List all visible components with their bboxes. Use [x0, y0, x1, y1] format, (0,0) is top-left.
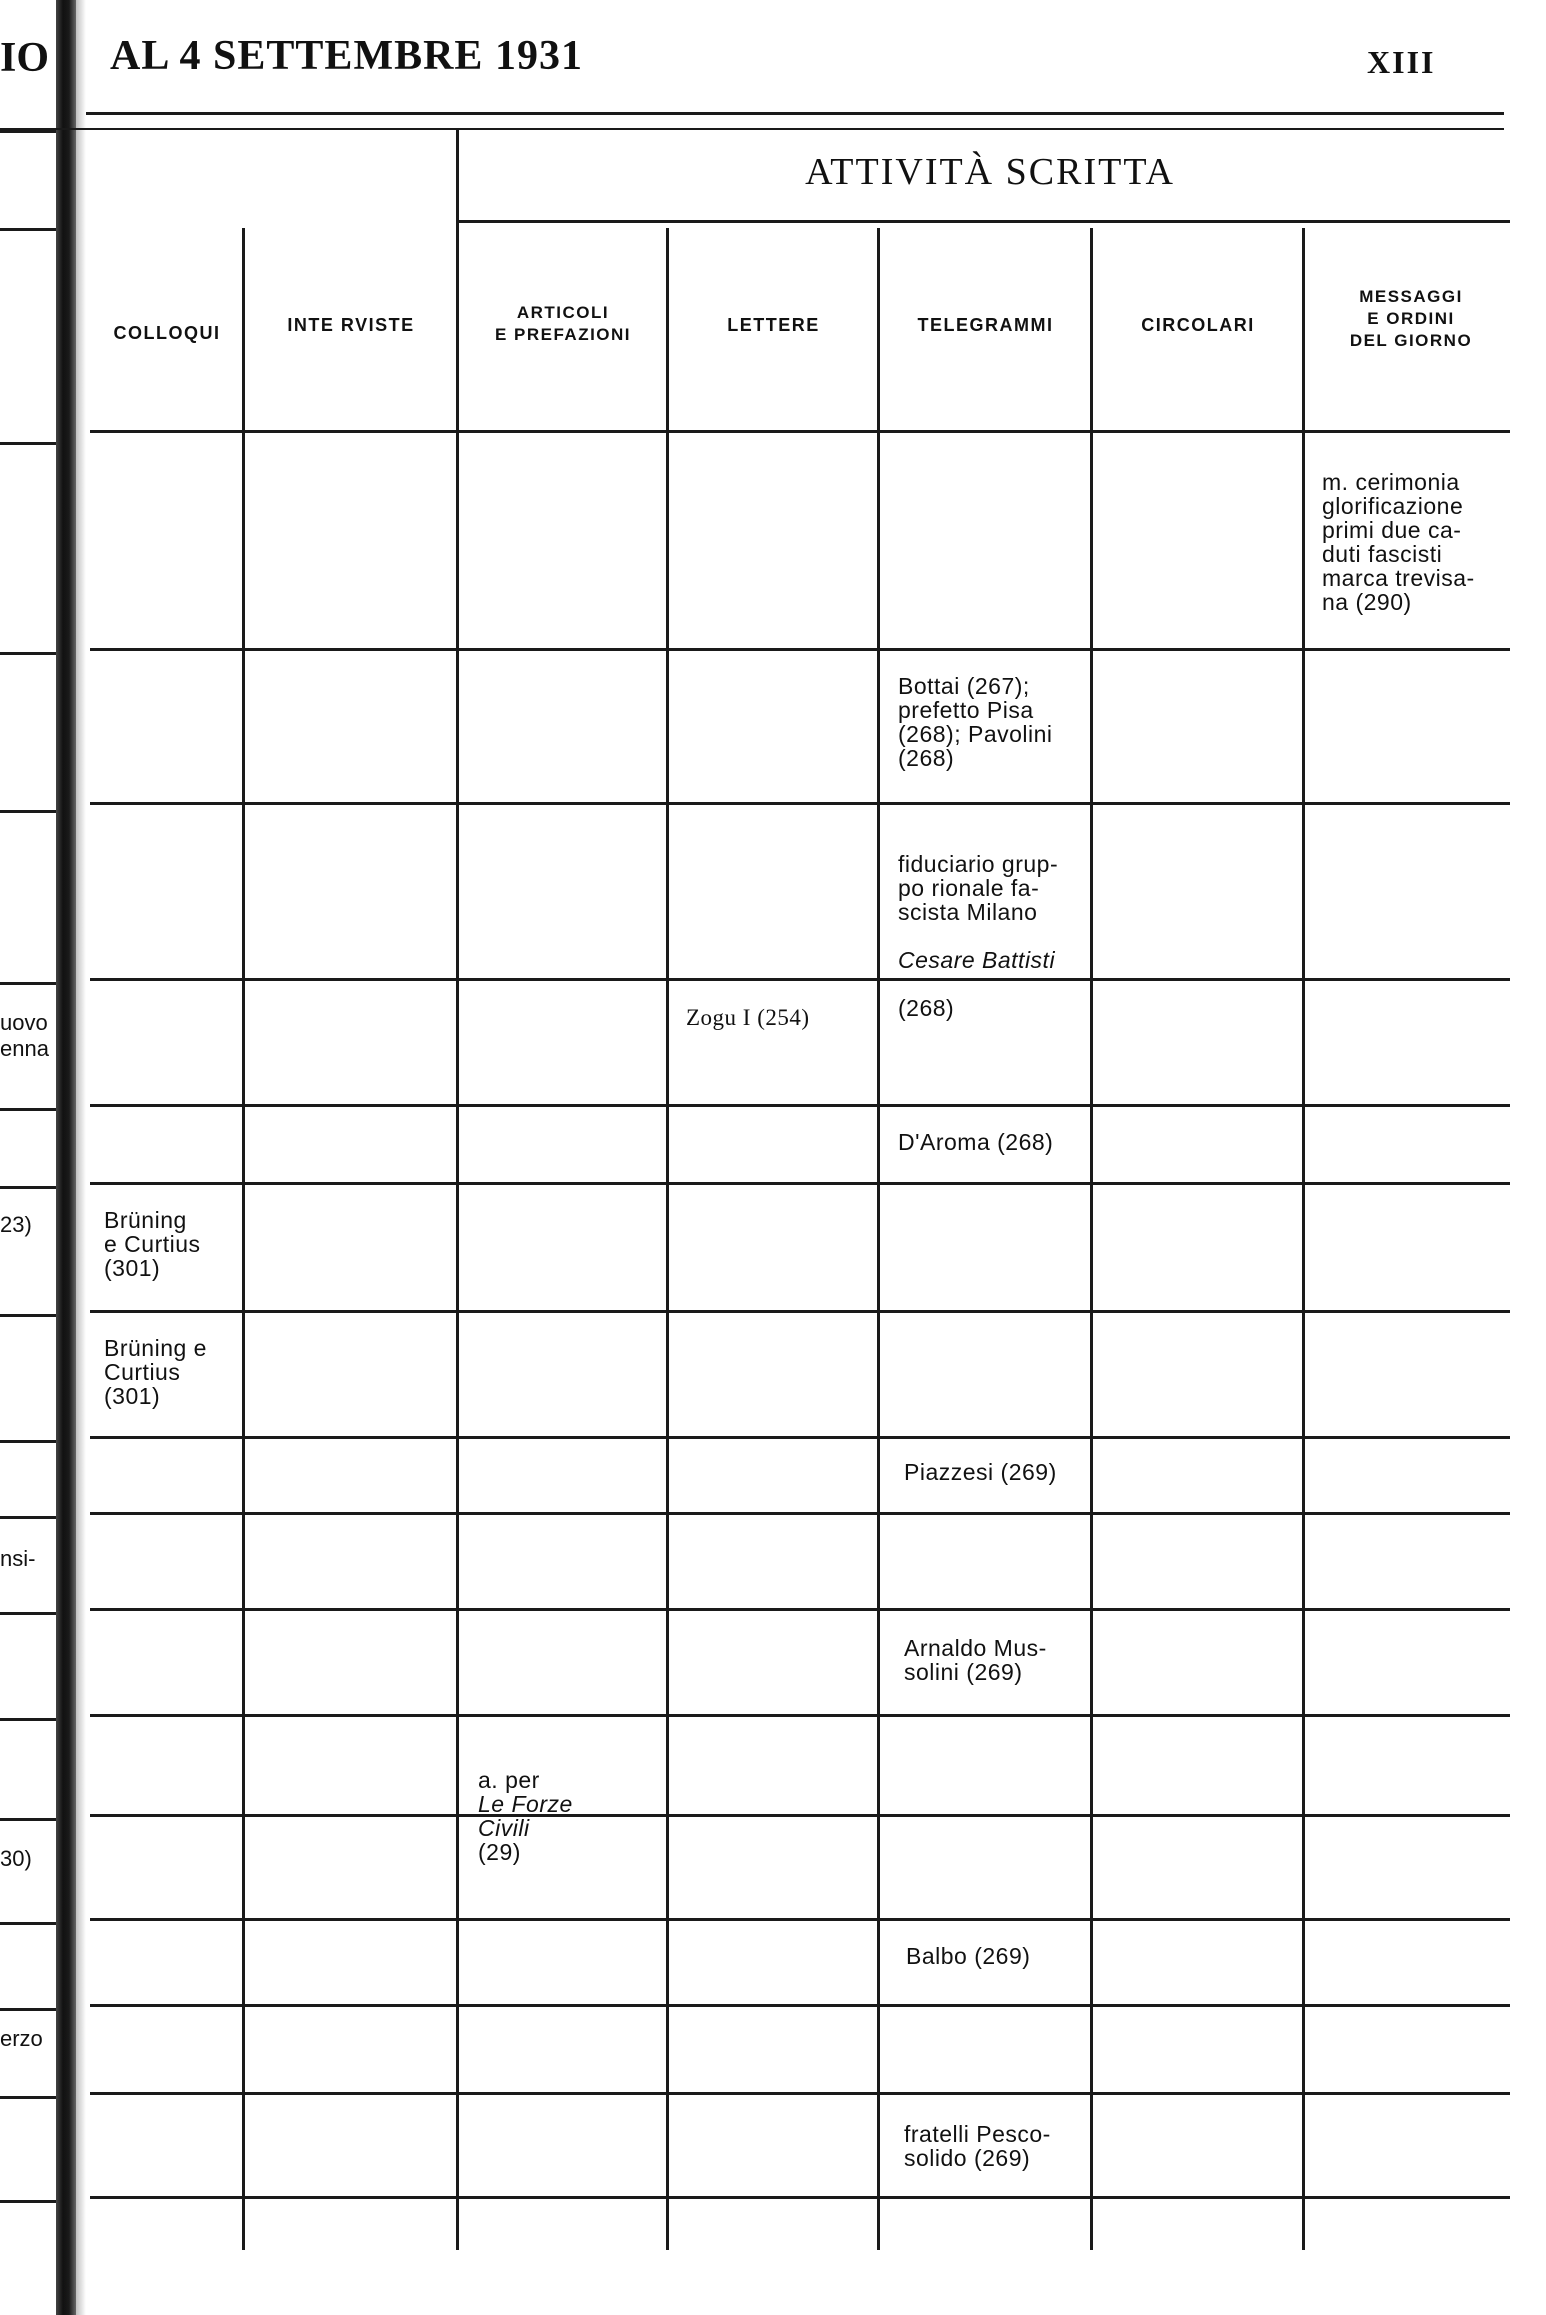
row-rule: [90, 1436, 1510, 1439]
entry-text: a. per: [478, 1767, 540, 1793]
left-page-rule: [0, 2096, 56, 2099]
left-page-rule: [0, 1718, 56, 1721]
left-page-fragment: 23): [0, 1212, 32, 1237]
gutter-shadow: [76, 0, 86, 2315]
entry-telegrammi: Piazzesi (269): [904, 1459, 1057, 1485]
entry-text: (268): [898, 995, 955, 1021]
left-page-rule: [0, 652, 56, 655]
row-rule: [90, 1608, 1510, 1611]
column-divider: [242, 228, 245, 2250]
left-page-rule: [0, 1440, 56, 1443]
column-divider: [877, 228, 880, 2250]
row-rule: [90, 2004, 1510, 2007]
entry-text: (29): [478, 1839, 521, 1865]
running-header-date: AL 4 SETTEMBRE 1931: [110, 33, 583, 79]
row-rule: [90, 978, 1510, 981]
entry-italic-text: Cesare Battisti: [898, 947, 1056, 973]
header-rule-secondary: [0, 128, 1504, 130]
entry-telegrammi: [898, 828, 1088, 1020]
column-header-messaggi: MESSAGGI E ORDINI DEL GIORNO: [1349, 287, 1473, 350]
row-rule: [90, 2092, 1510, 2095]
left-page-rule: [0, 1108, 56, 1111]
entry-telegrammi: Bottai (267); prefetto Pisa (268); Pavolini (268): [898, 673, 1053, 771]
book-binding-gutter: [56, 0, 76, 2315]
entry-telegrammi: D'Aroma (268): [898, 1129, 1054, 1155]
running-header-left-fragment: IO: [0, 35, 50, 81]
entry-colloqui: Brüning e Curtius (301): [104, 1335, 207, 1409]
entry-text: fiduciario grup- po rionale fa- scista Milano: [898, 851, 1059, 925]
left-page-rule: [0, 2008, 56, 2011]
column-divider: [1302, 228, 1305, 2250]
left-page-rule: [0, 442, 56, 445]
column-divider: [456, 128, 459, 2250]
column-header-circolari: CIRCOLARI: [1141, 315, 1255, 335]
column-divider: [666, 228, 669, 2250]
column-header-telegrammi: TELEGRAMMI: [917, 315, 1054, 335]
left-page-rule: [0, 1516, 56, 1519]
row-rule: [90, 1512, 1510, 1515]
left-page-rule: [0, 1186, 56, 1189]
row-rule: [90, 1310, 1510, 1313]
left-page-rule: [0, 1818, 56, 1821]
page-number: XIII: [1367, 44, 1436, 80]
row-rule: [90, 1918, 1510, 1921]
entry-lettere: Zogu I (254): [686, 1005, 810, 1030]
entry-telegrammi: Balbo (269): [906, 1943, 1031, 1969]
left-page-rule: [0, 228, 56, 231]
entry-messaggi: m. cerimonia glorificazione primi due ca- duti fascisti marca trevisa- na (290): [1322, 469, 1475, 615]
entry-colloqui: Brüning e Curtius (301): [104, 1207, 201, 1281]
header-rule: [86, 112, 1504, 115]
left-page-fragment: 30): [0, 1846, 32, 1871]
row-rule: [90, 1104, 1510, 1107]
column-header-articoli: ARTICOLI E PREFAZIONI: [494, 303, 632, 344]
row-rule: [90, 648, 1510, 651]
header-bottom-rule: [90, 430, 1510, 433]
column-header-interviste: INTE RVISTE: [287, 315, 415, 335]
left-page-rule: [0, 1314, 56, 1317]
left-page-fragment: uovo enna: [0, 1010, 49, 1061]
row-rule: [90, 1814, 1510, 1817]
left-page-rule: [0, 1922, 56, 1925]
row-rule: [90, 1182, 1510, 1185]
column-header-colloqui: COLLOQUI: [113, 323, 221, 343]
left-page-fragment: nsi-: [0, 1546, 36, 1571]
left-page-rule: [0, 130, 56, 133]
left-page-fragment: erzo: [0, 2026, 43, 2051]
entry-italic-text: Le Forze Civili: [478, 1791, 573, 1841]
section-title: ATTIVITÀ SCRITTA: [805, 151, 1175, 193]
row-rule: [90, 2196, 1510, 2199]
entry-telegrammi: Arnaldo Mus- solini (269): [904, 1635, 1047, 1685]
row-rule: [90, 802, 1510, 805]
left-page-rule: [0, 1612, 56, 1615]
title-rule: [456, 220, 1510, 223]
left-page-rule: [0, 982, 56, 985]
entry-telegrammi: fratelli Pesco- solido (269): [904, 2121, 1051, 2171]
entry-articoli: [478, 1744, 668, 1864]
left-page-rule: [0, 2200, 56, 2203]
row-rule: [90, 1714, 1510, 1717]
column-header-lettere: LETTERE: [727, 315, 820, 335]
left-page-rule: [0, 810, 56, 813]
